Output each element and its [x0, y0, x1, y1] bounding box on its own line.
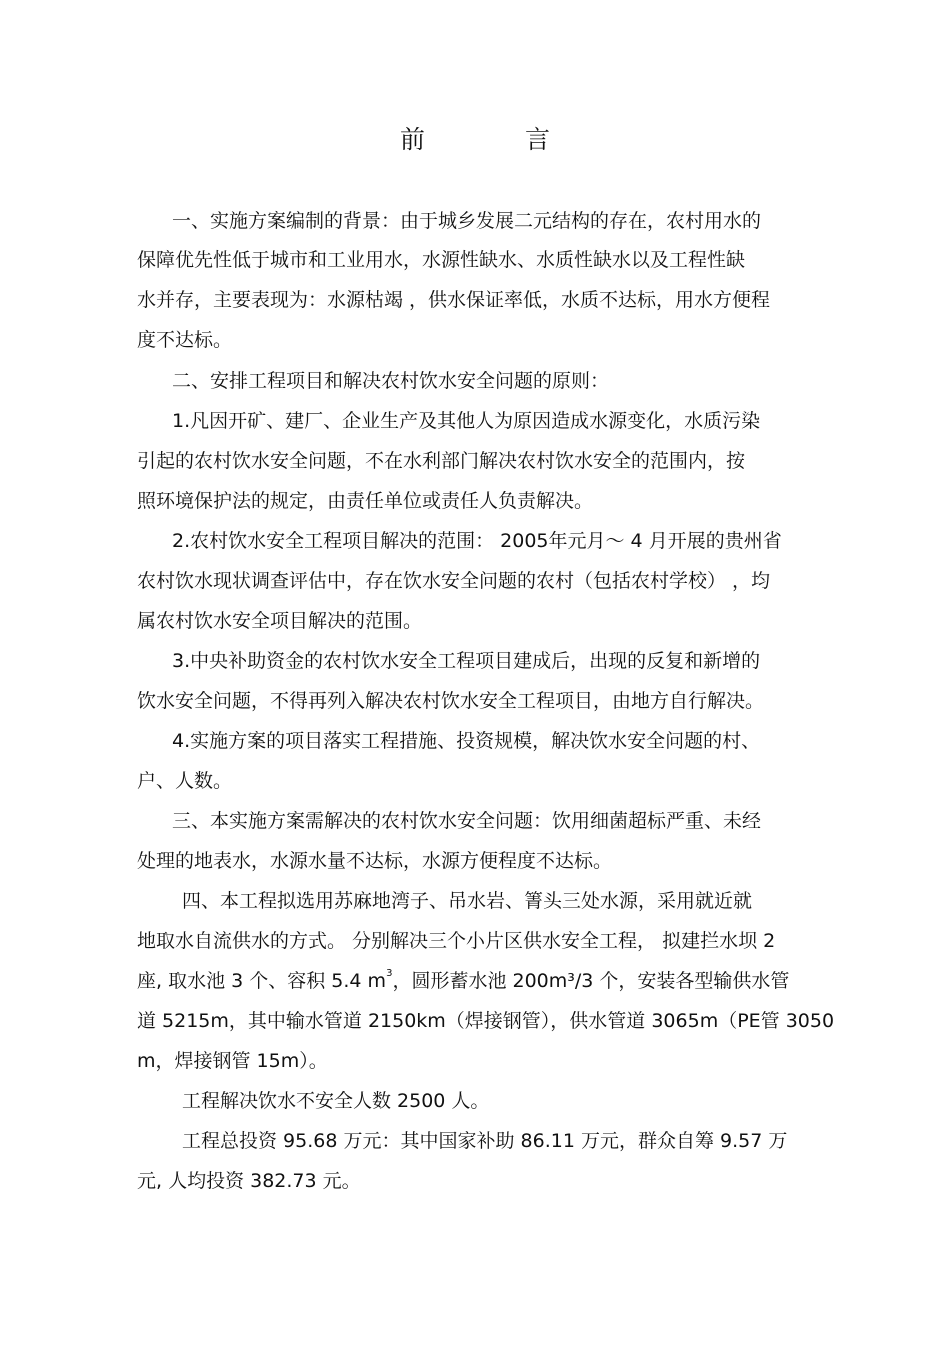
paragraph-line: 户、人数。 [137, 770, 233, 792]
paragraph-line: 一、实施方案编制的背景：由于城乡发展二元结构的存在，农村用水的 [172, 210, 762, 232]
paragraph-line: 引起的农村饮水安全问题，不在水利部门解决农村饮水安全的范围内，按 [137, 450, 746, 472]
paragraph-line: 四、本工程拟选用苏麻地湾子、吊水岩、箐头三处水源，采用就近就 [182, 890, 753, 912]
paragraph-line: 工程总投资 95.68 万元：其中国家补助 86.11 万元，群众自筹 9.57 万 [182, 1130, 788, 1152]
paragraph-line: 元, 人均投资 382.73 元。 [137, 1170, 361, 1192]
paragraph-line: 2.农村饮水安全工程项目解决的范围： 2005年元月～ 4 月开展的贵州省 [172, 530, 782, 552]
paragraph-line: m，焊接钢管 15m）。 [137, 1050, 328, 1072]
paragraph-line: 地取水自流供水的方式。 分别解决三个小片区供水安全工程， 拟建拦水坝 2 [137, 930, 776, 952]
line-segment: 座, 取水池 3 个、容积 5.4 m [137, 970, 387, 992]
paragraph-line: 工程解决饮水不安全人数 2500 人。 [182, 1090, 490, 1112]
paragraph-line: 处理的地表水，水源水量不达标，水源方便程度不达标。 [137, 850, 613, 872]
page-title: 前 言 [400, 125, 596, 154]
paragraph-line [137, 968, 789, 998]
line-segment: ，圆形蓄水池 200m³/3 个，安装各型输供水管 [392, 970, 790, 992]
paragraph-line: 保障优先性低于城市和工业用水，水源性缺水、水质性缺水以及工程性缺 [137, 249, 746, 271]
paragraph-line: 三、本实施方案需解决的农村饮水安全问题：饮用细菌超标严重、未经 [172, 810, 762, 832]
paragraph-line: 农村饮水现状调查评估中，存在饮水安全问题的农村（包括农村学校） ，均 [137, 570, 771, 592]
paragraph-line: 3.中央补助资金的农村饮水安全工程项目建成后，出现的反复和新增的 [172, 650, 761, 672]
paragraph-line: 水并存，主要表现为：水源枯竭 ，供水保证率低，水质不达标，用水方便程 [137, 289, 771, 311]
paragraph-line: 属农村饮水安全项目解决的范围。 [137, 610, 423, 632]
paragraph-line: 饮水安全问题，不得再列入解决农村饮水安全工程项目，由地方自行解决。 [137, 690, 765, 712]
paragraph-line: 道 5215m，其中输水管道 2150km（焊接钢管），供水管道 3065m（PE管 3050 [137, 1010, 835, 1032]
paragraph-line: 照环境保护法的规定，由责任单位或责任人负责解决。 [137, 490, 594, 512]
paragraph-line: 二、安排工程项目和解决农村饮水安全问题的原则： [172, 370, 610, 392]
superscript: 3 [386, 968, 393, 979]
paragraph-line: 1.凡因开矿、建厂、企业生产及其他人为原因造成水源变化，水质污染 [172, 410, 761, 432]
paragraph-line: 度不达标。 [137, 329, 233, 351]
paragraph-line: 4.实施方案的项目落实工程措施、投资规模，解决饮水安全问题的村、 [172, 730, 761, 752]
